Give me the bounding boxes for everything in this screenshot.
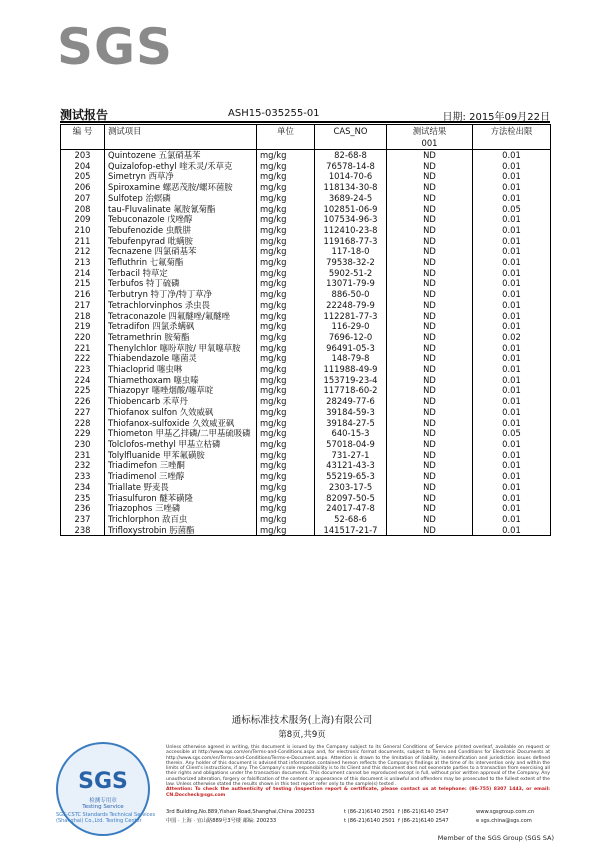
row-detection-limit: 0.01	[473, 193, 551, 204]
row-result: ND	[387, 396, 473, 407]
row-number: 211	[61, 236, 105, 247]
row-item-name: Simetryn 西草净	[105, 171, 257, 182]
row-cas-no: 13071-79-9	[315, 278, 387, 289]
row-item-name: Terbufos 特丁硫磷	[105, 278, 257, 289]
row-result: ND	[387, 225, 473, 236]
row-item-name: Sulfotep 治螟磷	[105, 193, 257, 204]
row-item-name: Tefluthrin 七氟菊酯	[105, 257, 257, 268]
table-row	[61, 300, 551, 311]
row-result: ND	[387, 321, 473, 332]
row-cas-no: 112410-23-8	[315, 225, 387, 236]
row-item-name: Tebuconazole 戊唑醇	[105, 214, 257, 225]
row-number: 237	[61, 514, 105, 525]
row-cas-no: 117718-60-2	[315, 385, 387, 396]
table-row	[61, 321, 551, 332]
row-number: 223	[61, 364, 105, 375]
row-number: 222	[61, 353, 105, 364]
table-row	[61, 225, 551, 236]
row-result: ND	[387, 193, 473, 204]
row-detection-limit: 0.01	[473, 289, 551, 300]
row-cas-no: 22248-79-9	[315, 300, 387, 311]
row-cas-no: 82097-50-5	[315, 493, 387, 504]
row-cas-no: 640-15-3	[315, 428, 387, 439]
row-detection-limit: 0.01	[473, 278, 551, 289]
row-detection-limit: 0.02	[473, 332, 551, 343]
row-result: ND	[387, 246, 473, 257]
row-cas-no: 79538-32-2	[315, 257, 387, 268]
row-result: ND	[387, 300, 473, 311]
row-cas-no: 96491-05-3	[315, 343, 387, 354]
row-item-name: Thiamethoxam 噻虫嗪	[105, 375, 257, 386]
fax-cn: f (86-21)6140 2547	[398, 818, 449, 824]
address-block	[166, 808, 550, 826]
row-item-name: Thiobencarb 禾草丹	[105, 396, 257, 407]
row-detection-limit: 0.01	[473, 353, 551, 364]
row-number: 206	[61, 182, 105, 193]
row-unit: mg/kg	[257, 450, 315, 461]
row-detection-limit: 0.01	[473, 375, 551, 386]
row-number: 220	[61, 332, 105, 343]
row-number: 232	[61, 460, 105, 471]
member-statement: Member of the SGS Group (SGS SA)	[437, 834, 554, 842]
row-unit: mg/kg	[257, 364, 315, 375]
row-unit: mg/kg	[257, 343, 315, 354]
table-row	[61, 246, 551, 257]
fax-en: f (86-21)6140 2547	[398, 809, 449, 815]
col-cas-header: CAS_NO	[315, 125, 387, 150]
row-result: ND	[387, 353, 473, 364]
col-item-header: 测试项目	[105, 125, 257, 150]
row-cas-no: 3689-24-5	[315, 193, 387, 204]
row-result: ND	[387, 493, 473, 504]
row-unit: mg/kg	[257, 268, 315, 279]
row-number: 234	[61, 482, 105, 493]
row-detection-limit: 0.01	[473, 450, 551, 461]
row-cas-no: 57018-04-9	[315, 439, 387, 450]
table-row	[61, 268, 551, 279]
table-row	[61, 407, 551, 418]
row-item-name: Tebufenozide 虫酰肼	[105, 225, 257, 236]
row-unit: mg/kg	[257, 493, 315, 504]
row-result: ND	[387, 161, 473, 172]
row-number: 204	[61, 161, 105, 172]
row-cas-no: 28249-77-6	[315, 396, 387, 407]
row-cas-no: 141517-21-7	[315, 525, 387, 536]
row-result: ND	[387, 343, 473, 354]
row-number: 233	[61, 471, 105, 482]
row-result: ND	[387, 460, 473, 471]
row-result: ND	[387, 450, 473, 461]
row-item-name: Triadimefon 三唑酮	[105, 460, 257, 471]
table-row	[61, 214, 551, 225]
row-detection-limit: 0.01	[473, 214, 551, 225]
table-row	[61, 311, 551, 322]
address-en: 3rd Building,No.889,Yishan Road,Shanghai,China 200233	[166, 809, 315, 815]
row-item-name: Terbacil 特草定	[105, 268, 257, 279]
phone-cn: t (86-21)6140 2501	[344, 818, 395, 824]
row-detection-limit: 0.01	[473, 321, 551, 332]
row-detection-limit: 0.01	[473, 460, 551, 471]
row-cas-no: 7696-12-0	[315, 332, 387, 343]
table-row	[61, 396, 551, 407]
row-result: ND	[387, 525, 473, 536]
row-unit: mg/kg	[257, 460, 315, 471]
row-number: 221	[61, 343, 105, 354]
row-number: 209	[61, 214, 105, 225]
row-result: ND	[387, 289, 473, 300]
table-row	[61, 450, 551, 461]
row-item-name: Tetrachlorvinphos 杀虫畏	[105, 300, 257, 311]
row-result: ND	[387, 236, 473, 247]
row-detection-limit: 0.01	[473, 471, 551, 482]
row-unit: mg/kg	[257, 289, 315, 300]
seal-caption: SGS-CSTC Standards Technical Services (Shanghai) Co.,Ltd. Testing Center	[56, 812, 156, 824]
report-header	[60, 106, 550, 122]
row-unit: mg/kg	[257, 161, 315, 172]
row-number: 217	[61, 300, 105, 311]
row-unit: mg/kg	[257, 246, 315, 257]
row-result: ND	[387, 257, 473, 268]
table-row	[61, 236, 551, 247]
row-number: 205	[61, 171, 105, 182]
row-item-name: Thenylchlor 噻吩草胺/ 甲氧噻草胺	[105, 343, 257, 354]
row-unit: mg/kg	[257, 439, 315, 450]
row-item-name: tau-Fluvalinate 氟胺氰菊酯	[105, 204, 257, 215]
row-result: ND	[387, 471, 473, 482]
row-unit: mg/kg	[257, 278, 315, 289]
row-detection-limit: 0.01	[473, 343, 551, 354]
row-cas-no: 82-68-8	[315, 150, 387, 161]
footer-page: 第8页,共9页	[278, 730, 326, 740]
table-row	[61, 525, 551, 536]
report-date: 日期: 2015年09月22日	[442, 112, 550, 123]
address-row-cn	[166, 817, 550, 826]
row-number: 235	[61, 493, 105, 504]
row-result: ND	[387, 407, 473, 418]
row-detection-limit: 0.01	[473, 225, 551, 236]
row-unit: mg/kg	[257, 321, 315, 332]
row-result: ND	[387, 150, 473, 161]
table-row	[61, 385, 551, 396]
row-cas-no: 112281-77-3	[315, 311, 387, 322]
row-result: ND	[387, 214, 473, 225]
table-row	[61, 161, 551, 172]
row-cas-no: 117-18-0	[315, 246, 387, 257]
report-number: ASH15-035255-01	[228, 108, 320, 119]
table-row	[61, 182, 551, 193]
row-cas-no: 116-29-0	[315, 321, 387, 332]
row-number: 210	[61, 225, 105, 236]
row-result: ND	[387, 364, 473, 375]
row-unit: mg/kg	[257, 514, 315, 525]
row-result: ND	[387, 503, 473, 514]
row-number: 228	[61, 418, 105, 429]
row-number: 231	[61, 450, 105, 461]
row-cas-no: 55219-65-3	[315, 471, 387, 482]
sgs-logo	[56, 18, 174, 76]
row-detection-limit: 0.01	[473, 364, 551, 375]
row-cas-no: 1014-70-6	[315, 171, 387, 182]
row-detection-limit: 0.05	[473, 204, 551, 215]
row-unit: mg/kg	[257, 396, 315, 407]
row-cas-no: 43121-43-3	[315, 460, 387, 471]
col-limit-header: 方法检出限	[473, 125, 551, 150]
row-unit: mg/kg	[257, 193, 315, 204]
row-detection-limit: 0.01	[473, 482, 551, 493]
row-unit: mg/kg	[257, 257, 315, 268]
row-detection-limit: 0.01	[473, 396, 551, 407]
table-row	[61, 193, 551, 204]
table-header-row	[61, 125, 551, 150]
row-cas-no: 52-68-6	[315, 514, 387, 525]
phone-en: t (86-21)6140 2501	[344, 809, 395, 815]
row-item-name: Tebufenpyrad 吡螨胺	[105, 236, 257, 247]
row-item-name: Thiazopyr 噻唑烟酸/噻草啶	[105, 385, 257, 396]
row-item-name: Spiroxamine 螺恶茂胺/螺环菌胺	[105, 182, 257, 193]
table-row	[61, 514, 551, 525]
row-cas-no: 119168-77-3	[315, 236, 387, 247]
row-detection-limit: 0.01	[473, 171, 551, 182]
row-cas-no: 39184-27-5	[315, 418, 387, 429]
row-unit: mg/kg	[257, 471, 315, 482]
email: e sgs.china@sgs.com	[476, 818, 532, 824]
row-result: ND	[387, 514, 473, 525]
table-row	[61, 364, 551, 375]
row-unit: mg/kg	[257, 503, 315, 514]
row-cas-no: 111988-49-9	[315, 364, 387, 375]
row-unit: mg/kg	[257, 428, 315, 439]
footer-company: 通标标准技术服务(上海)有限公司	[231, 715, 373, 726]
table-row	[61, 332, 551, 343]
row-unit: mg/kg	[257, 375, 315, 386]
seal-line1: 检测专用章	[89, 797, 117, 804]
row-detection-limit: 0.01	[473, 182, 551, 193]
logo-text: SGS	[56, 18, 174, 76]
row-detection-limit: 0.01	[473, 493, 551, 504]
row-item-name: Thiometon 甲基乙拌磷/二甲基硫吸磷	[105, 428, 257, 439]
row-result: ND	[387, 182, 473, 193]
row-detection-limit: 0.01	[473, 439, 551, 450]
row-result: ND	[387, 418, 473, 429]
row-number: 213	[61, 257, 105, 268]
address-cn: 中国 · 上海 · 宜山路889号3号楼 邮编: 200233	[166, 818, 277, 824]
row-detection-limit: 0.01	[473, 257, 551, 268]
authenticity-notice: Attention: To check the authenticity of testing /inspection report & certificate, please contact us at telephone: (86-755) 8307 1443, or email: CN.Doccheck@sgs.com	[166, 787, 550, 798]
row-number: 225	[61, 385, 105, 396]
row-cas-no: 2303-17-5	[315, 482, 387, 493]
row-unit: mg/kg	[257, 182, 315, 193]
row-item-name: Quizalofop-ethyl 喹禾灵/禾草克	[105, 161, 257, 172]
row-result: ND	[387, 278, 473, 289]
row-cas-no: 107534-96-3	[315, 214, 387, 225]
table-row	[61, 493, 551, 504]
row-number: 226	[61, 396, 105, 407]
row-number: 218	[61, 311, 105, 322]
row-result: ND	[387, 482, 473, 493]
row-detection-limit: 0.05	[473, 428, 551, 439]
row-number: 216	[61, 289, 105, 300]
results-table	[60, 124, 551, 536]
table-row	[61, 353, 551, 364]
row-cas-no: 102851-06-9	[315, 204, 387, 215]
row-result: ND	[387, 375, 473, 386]
row-detection-limit: 0.01	[473, 385, 551, 396]
row-cas-no: 24017-47-8	[315, 503, 387, 514]
row-unit: mg/kg	[257, 418, 315, 429]
row-item-name: Thiabendazole 噻菌灵	[105, 353, 257, 364]
row-detection-limit: 0.01	[473, 418, 551, 429]
row-item-name: Trichlorphon 敌百虫	[105, 514, 257, 525]
row-unit: mg/kg	[257, 236, 315, 247]
report-title: 测试报告	[60, 108, 109, 122]
row-number: 236	[61, 503, 105, 514]
row-item-name: Thiacloprid 噻虫啉	[105, 364, 257, 375]
row-unit: mg/kg	[257, 525, 315, 536]
row-detection-limit: 0.01	[473, 407, 551, 418]
row-cas-no: 153719-23-4	[315, 375, 387, 386]
table-row	[61, 460, 551, 471]
row-item-name: Tecnazene 四氯硝基苯	[105, 246, 257, 257]
row-item-name: Triasulfuron 醚苯磺隆	[105, 493, 257, 504]
legal-notice	[166, 745, 550, 798]
seal-line2: Testing Service	[82, 803, 124, 810]
row-item-name: Triazophos 三唑磷	[105, 503, 257, 514]
row-cas-no: 118134-30-8	[315, 182, 387, 193]
row-unit: mg/kg	[257, 150, 315, 161]
table-row	[61, 289, 551, 300]
col-unit-header: 单位	[257, 125, 315, 150]
table-row	[61, 428, 551, 439]
row-item-name: Triadimenol 三唑醇	[105, 471, 257, 482]
row-number: 238	[61, 525, 105, 536]
row-number: 230	[61, 439, 105, 450]
row-unit: mg/kg	[257, 311, 315, 322]
row-number: 207	[61, 193, 105, 204]
table-row	[61, 482, 551, 493]
row-number: 212	[61, 246, 105, 257]
row-item-name: Thiofanox sulfon 久效威砜	[105, 407, 257, 418]
table-row	[61, 204, 551, 215]
row-result: ND	[387, 311, 473, 322]
legal-text: Unless otherwise agreed in writing, this document is issued by the Company subject to its General Conditions of Service printed overleaf, available on request or accessible at http://www.sgs.com/en/Terms-and-Conditions.aspx and, for electronic format documents, subject to Terms and Conditions for Electronic Documents at http://www.sgs.com/en/Terms-and-Conditions/Terms-e-Document.aspx. Attention is drawn to the limitation of liability, indemnification and jurisdiction issues defined therein. Any holder of this document is advised that information contained hereon reflects the Company's findings at the time of its intervention only and within the limits of Client's instructions, if any. The Company's sole responsibility is to its Client and this document does not exonerate parties to a transaction from exercising all their rights and obligations under the transaction documents. This document cannot be reproduced except in full, without prior written approval of the Company. Any unauthorized alteration, forgery or falsification of the content or appearance of this document is unlawful and offenders may be prosecuted to the fullest extent of the law. Unless otherwise stated the results shown in this test report refer only to the sample(s) tested .	[166, 745, 550, 788]
row-cas-no: 39184-59-3	[315, 407, 387, 418]
row-unit: mg/kg	[257, 407, 315, 418]
row-item-name: Tetradifon 四氯杀螨砜	[105, 321, 257, 332]
row-detection-limit: 0.01	[473, 268, 551, 279]
row-result: ND	[387, 268, 473, 279]
row-detection-limit: 0.01	[473, 150, 551, 161]
row-item-name: Triallate 野麦畏	[105, 482, 257, 493]
row-item-name: Terbutryn 特丁净/特丁草净	[105, 289, 257, 300]
row-item-name: Tetramethrin 胺菊酯	[105, 332, 257, 343]
row-unit: mg/kg	[257, 353, 315, 364]
table-row	[61, 150, 551, 161]
table-row	[61, 278, 551, 289]
row-unit: mg/kg	[257, 225, 315, 236]
row-number: 215	[61, 278, 105, 289]
row-detection-limit: 0.01	[473, 236, 551, 247]
row-detection-limit: 0.01	[473, 503, 551, 514]
seal-logo: SGS	[78, 768, 128, 794]
row-item-name: Trifloxystrobin 肟菌酯	[105, 525, 257, 536]
row-result: ND	[387, 204, 473, 215]
row-number: 219	[61, 321, 105, 332]
table-row	[61, 471, 551, 482]
row-result: ND	[387, 385, 473, 396]
col-no-header: 编 号	[61, 125, 105, 150]
col-result-header	[387, 125, 473, 150]
row-detection-limit: 0.01	[473, 514, 551, 525]
row-unit: mg/kg	[257, 482, 315, 493]
row-result: ND	[387, 439, 473, 450]
website: www.sgsgroup.com.cn	[476, 809, 535, 815]
row-number: 227	[61, 407, 105, 418]
row-item-name: Thiofanox-sulfoxide 久效威亚砜	[105, 418, 257, 429]
row-item-name: Tolclofos-methyl 甲基立枯磷	[105, 439, 257, 450]
row-number: 203	[61, 150, 105, 161]
row-unit: mg/kg	[257, 171, 315, 182]
row-number: 229	[61, 428, 105, 439]
row-number: 224	[61, 375, 105, 386]
row-item-name: Tolylfluanide 甲苯氟磺胺	[105, 450, 257, 461]
table-row	[61, 257, 551, 268]
row-result: ND	[387, 428, 473, 439]
col-result-sample: 001	[421, 138, 438, 148]
table-row	[61, 503, 551, 514]
row-detection-limit: 0.01	[473, 246, 551, 257]
row-detection-limit: 0.01	[473, 311, 551, 322]
row-unit: mg/kg	[257, 385, 315, 396]
col-result-title: 测试结果	[412, 126, 447, 136]
row-cas-no: 886-50-0	[315, 289, 387, 300]
row-cas-no: 5902-51-2	[315, 268, 387, 279]
row-result: ND	[387, 171, 473, 182]
row-unit: mg/kg	[257, 204, 315, 215]
table-row	[61, 171, 551, 182]
row-cas-no: 148-79-8	[315, 353, 387, 364]
header-divider	[60, 121, 550, 123]
row-number: 208	[61, 204, 105, 215]
row-unit: mg/kg	[257, 214, 315, 225]
row-detection-limit: 0.01	[473, 161, 551, 172]
row-unit: mg/kg	[257, 332, 315, 343]
row-unit: mg/kg	[257, 300, 315, 311]
address-row-en	[166, 808, 550, 817]
row-result: ND	[387, 332, 473, 343]
row-number: 214	[61, 268, 105, 279]
table-row	[61, 439, 551, 450]
table-row	[61, 343, 551, 354]
row-detection-limit: 0.01	[473, 300, 551, 311]
table-row	[61, 418, 551, 429]
row-cas-no: 731-27-1	[315, 450, 387, 461]
row-cas-no: 76578-14-8	[315, 161, 387, 172]
row-item-name: Quintozene 五氯硝基苯	[105, 150, 257, 161]
row-detection-limit: 0.01	[473, 525, 551, 536]
row-item-name: Tetraconazole 四氟醚唑/氟醚唑	[105, 311, 257, 322]
table-row	[61, 375, 551, 386]
